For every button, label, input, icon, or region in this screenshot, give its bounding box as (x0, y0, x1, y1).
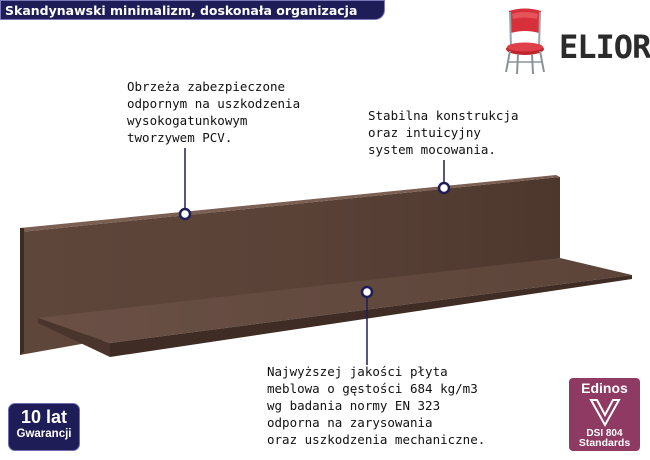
warranty-badge (8, 403, 80, 451)
certificate-label: Standards (578, 437, 631, 449)
callout-edges: Obrzeża zabezpieczone odpornym na uszkodzenia wysokogatunkowym tworzywem PCV. (127, 79, 301, 145)
callout-dot-edges (180, 209, 190, 219)
callout-dot-board (362, 287, 372, 297)
brand-name: ELIOR (559, 28, 650, 66)
certificate-badge (569, 378, 640, 451)
certificate-brand: Edinos (581, 380, 628, 396)
callout-construction: Stabilna konstrukcja oraz intuicyjny system mocowania. (368, 108, 519, 157)
warranty-years: 10 lat (20, 407, 68, 427)
certificate-standard: DSI 804 (586, 428, 623, 439)
header-title: Skandynawski minimalizm, doskonała organizacja (5, 3, 358, 18)
callout-dot-construction (439, 183, 449, 193)
warranty-label: Gwarancji (16, 428, 72, 440)
callout-board: Najwyższej jakości płyta meblowa o gęstości 684 kg/m3 wg badania normy EN 323 odporna na zarysowania oraz uszkodzenia mechaniczne. (267, 364, 486, 447)
checkmark-icon (586, 395, 624, 429)
